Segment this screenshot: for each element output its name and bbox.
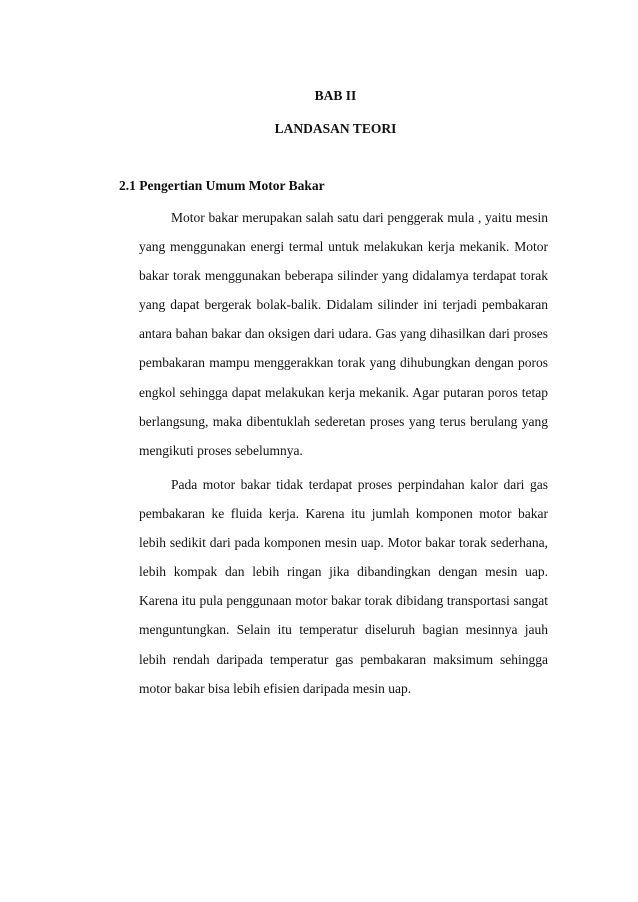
body-paragraph: Pada motor bakar tidak terdapat proses perpindahan kalor dari gas pembakaran ke fluida kerja. Karena itu jumlah komponen motor bakar lebih sedikit dari pada komponen mesin uap. Motor bakar torak sederhana, lebih kompak dan lebih ringan jika dibandingkan dengan mesin uap. Karena itu pula penggunaan motor bakar torak dibidang transportasi sangat menguntungkan. Selain itu temperatur diseluruh bagian mesinnya jauh lebih rendah daripada temperatur gas pembakaran maksimum sehingga motor bakar bisa lebih efisien daripada mesin uap. <box>139 477 548 696</box>
section-heading: 2.1 Pengertian Umum Motor Bakar <box>119 178 325 193</box>
chapter-title: LANDASAN TEORI <box>274 121 397 136</box>
chapter-label: BAB II <box>314 88 357 103</box>
body-paragraph: Motor bakar merupakan salah satu dari penggerak mula , yaitu mesin yang menggunakan energi termal untuk melakukan kerja mekanik. Motor bakar torak menggunakan beberapa silinder yang didalamya terdapat torak yang dapat bergerak bolak-balik. Didalam silinder ini terjadi pembakaran antara bahan bakar dan oksigen dari udara. Gas yang dihasilkan dari proses pembakaran mampu menggerakkan torak yang dihubungkan dengan poros engkol sehingga dapat melakukan kerja mekanik. Agar putaran poros tetap berlangsung, maka dibentuklah sederetan proses yang terus berulang yang mengikuti proses sebelumnya. <box>139 210 548 458</box>
